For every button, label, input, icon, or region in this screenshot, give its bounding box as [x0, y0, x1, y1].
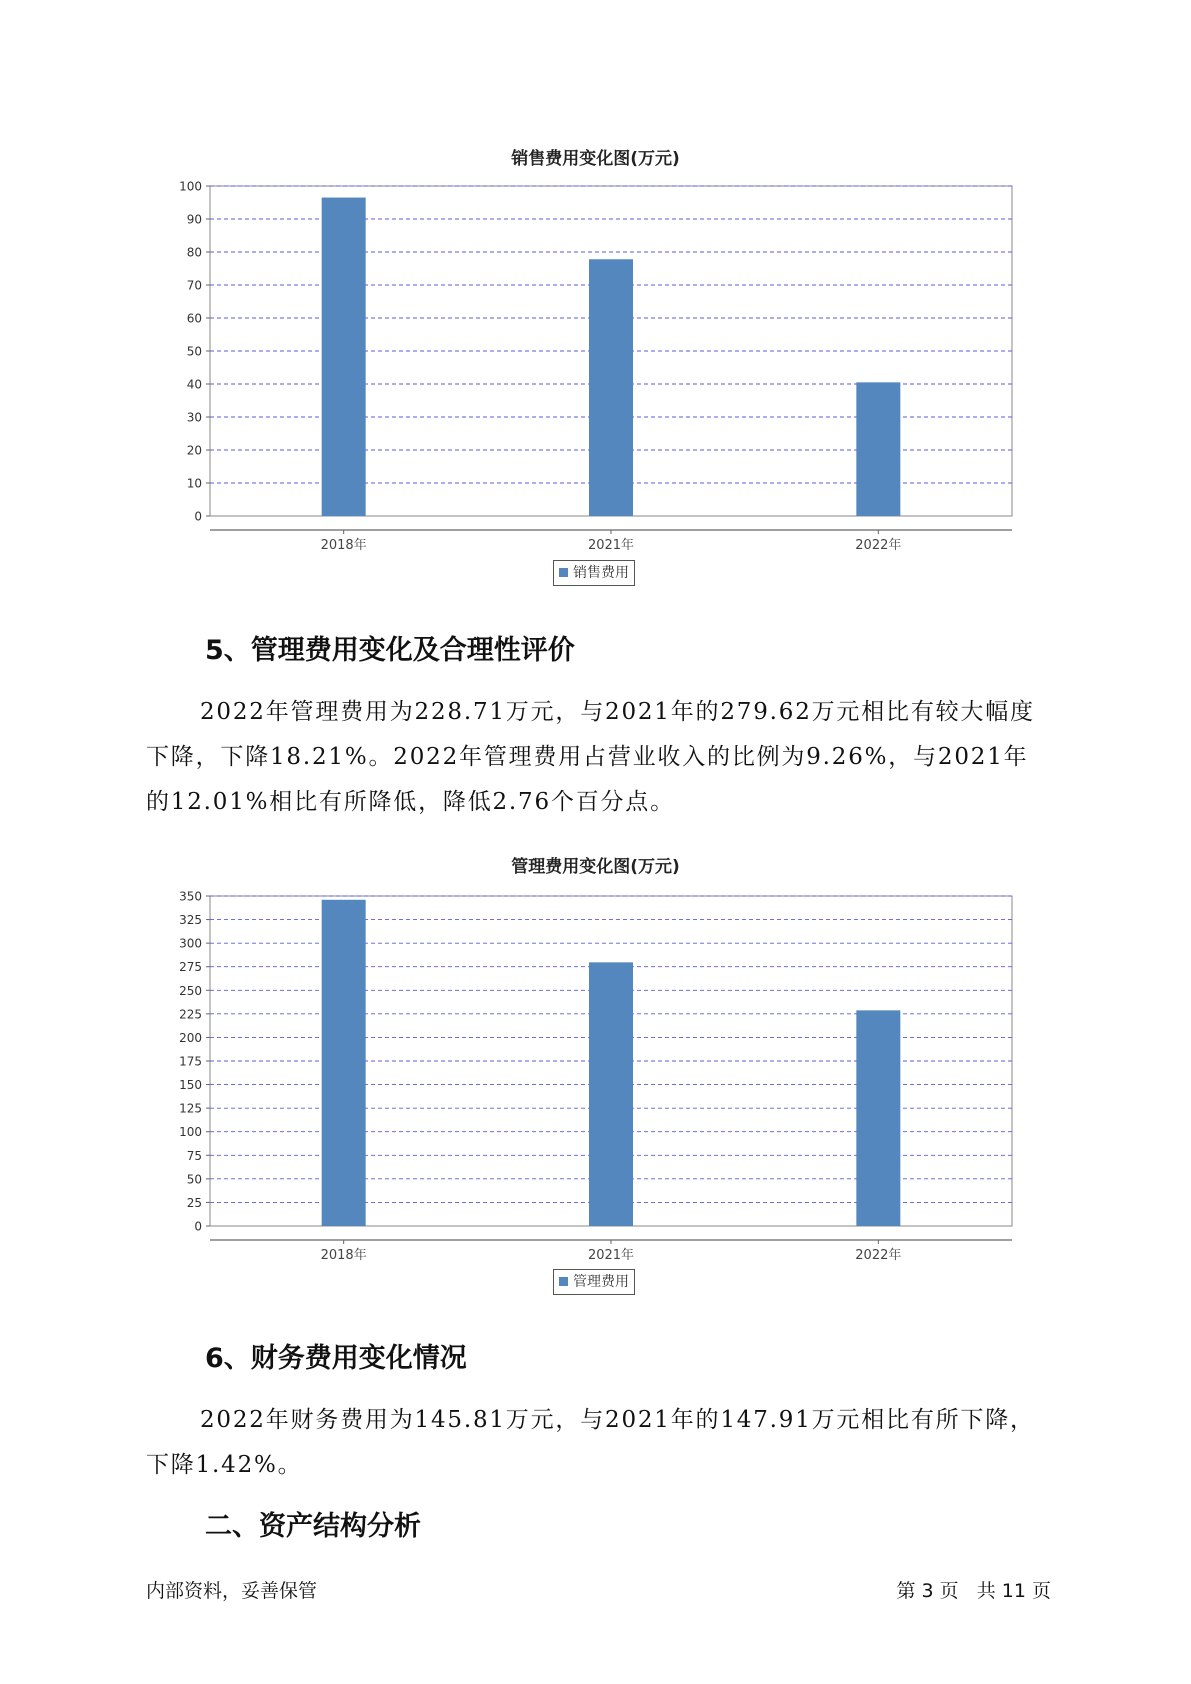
x-tick-label: 2021年 — [587, 1248, 635, 1263]
y-tick-label: 80 — [186, 245, 202, 260]
y-tick-label: 30 — [186, 410, 202, 425]
x-tick-label: 2018年 — [320, 1248, 367, 1263]
y-tick-label: 20 — [186, 443, 202, 458]
legend-label: 销售费用 — [573, 565, 629, 581]
y-tick-label: 300 — [179, 936, 202, 951]
y-tick-label: 100 — [179, 1125, 202, 1140]
y-tick-label: 75 — [186, 1148, 202, 1163]
x-tick-label: 2021年 — [587, 538, 635, 553]
footer-page-number: 第 3 页 共 11 页 — [896, 1580, 1051, 1602]
admin-expense-legend — [553, 1269, 635, 1295]
y-tick-label: 325 — [179, 913, 202, 928]
y-tick-label: 175 — [179, 1054, 202, 1069]
bar — [856, 1010, 900, 1226]
legend-swatch — [559, 568, 568, 577]
y-tick-label: 350 — [179, 889, 202, 904]
y-tick-label: 0 — [194, 1219, 202, 1234]
y-tick-label: 25 — [186, 1195, 202, 1210]
bar — [856, 382, 900, 516]
y-tick-label: 100 — [179, 179, 202, 194]
y-tick-label: 70 — [186, 278, 202, 293]
y-tick-label: 125 — [179, 1101, 202, 1116]
y-tick-label: 90 — [186, 212, 202, 227]
y-tick-label: 10 — [186, 476, 202, 491]
sales-expense-legend — [553, 560, 635, 586]
x-tick-label: 2018年 — [320, 538, 367, 553]
x-tick-label: 2022年 — [855, 538, 902, 553]
legend-label: 管理费用 — [573, 1274, 629, 1290]
y-tick-label: 60 — [186, 311, 202, 326]
y-tick-label: 250 — [179, 983, 202, 998]
y-tick-label: 50 — [186, 344, 202, 359]
footer-confidential-note: 内部资料，妥善保管 — [146, 1580, 318, 1602]
section-6-heading: 6、财务费用变化情况 — [205, 1343, 467, 1374]
section-5-paragraph: 2022年管理费用为228.71万元，与2021年的279.62万元相比有较大幅度下降，下降18.21%。2022年管理费用占营业收入的比例为9.26%，与2021年的12.01%相比有所降低，降低2.76个百分点。 — [146, 699, 1035, 815]
sales-expense-chart — [0, 180, 1191, 560]
sales-expense-chart-title: 销售费用变化图(万元) — [511, 149, 680, 169]
y-tick-label: 275 — [179, 960, 202, 975]
bar — [589, 259, 633, 516]
section-6-paragraph: 2022年财务费用为145.81万元，与2021年的147.91万元相比有所下降，下降1.42%。 — [146, 1407, 1035, 1478]
bar — [322, 900, 366, 1226]
y-tick-label: 225 — [179, 1007, 202, 1022]
y-tick-label: 0 — [194, 509, 202, 524]
y-tick-label: 150 — [179, 1078, 202, 1093]
section-5-heading: 5、管理费用变化及合理性评价 — [205, 635, 575, 666]
bar — [589, 962, 633, 1226]
y-tick-label: 50 — [186, 1172, 202, 1187]
bar — [322, 198, 366, 516]
y-tick-label: 40 — [186, 377, 202, 392]
legend-swatch — [559, 1277, 568, 1286]
y-tick-label: 200 — [179, 1030, 202, 1045]
admin-expense-chart — [0, 890, 1191, 1270]
section-asset-structure-heading: 二、资产结构分析 — [205, 1511, 421, 1542]
admin-expense-chart-title: 管理费用变化图(万元) — [511, 857, 680, 877]
x-tick-label: 2022年 — [855, 1248, 902, 1263]
